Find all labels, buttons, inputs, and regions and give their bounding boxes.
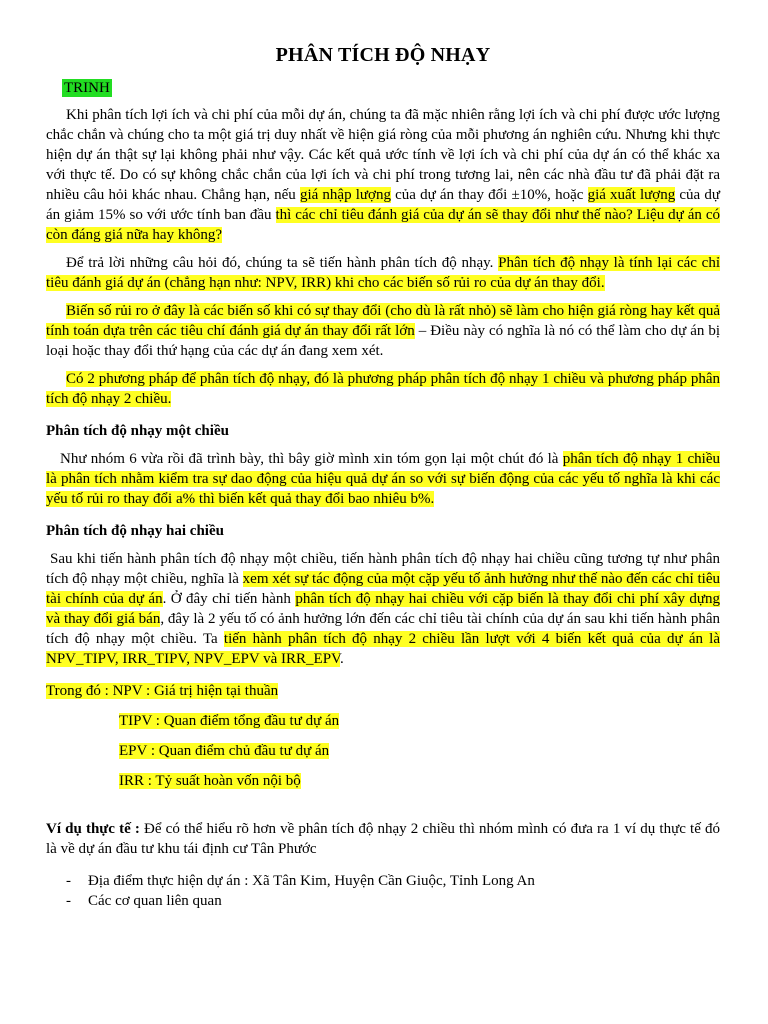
highlight-run: xem xét sự tác động của một cặp yếu tố ảnh hưởng như thế nào đến các chỉ tiêu tài chính của dự án (46, 571, 720, 607)
definition-row (46, 771, 720, 791)
definition-tipv: TIPV : Quan điểm tổng đầu tư dự án (119, 713, 340, 729)
highlight-run: phân tích độ nhạy 1 chiều là phân tích nhằm kiểm tra sự dao động của hiệu quả dự án so với sự biến động của các yếu tố nghĩa là khi các yếu tố rủi ro thay đổi a% thì biến kết quả thay đổi bao nhiêu b%. (46, 451, 720, 507)
definition-irr: IRR : Tỷ suất hoàn vốn nội bộ (119, 773, 301, 789)
paragraph-methods (46, 369, 720, 409)
text-run: Như nhóm 6 vừa rồi đã trình bày, thì bây giờ mình xin tóm gọn lại một chút đó là (60, 451, 563, 467)
document-title: PHÂN TÍCH ĐỘ NHẠY (275, 44, 491, 66)
definition-row (46, 741, 720, 761)
paragraph-one-way (46, 449, 720, 509)
bullet-marker: - (66, 873, 71, 889)
definition-row (46, 711, 720, 731)
text-run: , đây là 2 yếu tố có ảnh hưởng lớn đến các chỉ tiêu tài chính của dự án sau khi tiến hành phân tích độ nhạy một chiều. Ta (46, 611, 720, 647)
highlight-run (46, 683, 278, 699)
list-item (46, 891, 720, 911)
definition-epv: EPV : Quan điểm chủ đầu tư dự án (119, 743, 330, 759)
text-run: của dự án giảm 15% so với ước tính ban đầu (46, 187, 720, 223)
heading-one-way: Phân tích độ nhạy một chiều (46, 423, 229, 439)
text-run: . (339, 651, 344, 667)
definition-npv: NPV : Giá trị hiện tại thuần (112, 683, 279, 699)
heading-two-way: Phân tích độ nhạy hai chiều (46, 523, 224, 539)
text-run: Khi phân tích lợi ích và chi phí của mỗi dự án, chúng ta đã mặc nhiên rằng lợi ích và chi phí được ước lượng chắc chắn và chúng cho ta một giá trị duy nhất về hiện giá ròng của mỗi phương án nghiên cứu. Nhưng khi thực hiện dự án thật sự lại không phải như vậy. Các kết quả ước tính về lợi ích và chi phí của dự án có thể khác xa với thực tế. Do có sự không chắc chắn của lợi ích và chi phí trong tương lai, nên các nhà đầu tư đã phải đặt ra nhiều câu hỏi khác nhau. Chẳng hạn, nếu (46, 107, 720, 203)
text-run: – Điều này có nghĩa là nó có thể làm cho dự án bị loại hoặc thay đổi thứ hạng của các dự án đang xem xét. (46, 323, 720, 359)
text-run: Sau khi tiến hành phân tích độ nhạy một chiều, tiến hành phân tích độ nhạy hai chiều cũng tương tự như phân tích độ nhạy một chiều, nghĩa là (46, 551, 720, 587)
paragraph-risk-variables (46, 301, 720, 361)
author-tag: TRINH (64, 80, 110, 96)
definition-row (46, 681, 720, 701)
highlight-run: phân tích độ nhạy hai chiều với cặp biến là thay đổi chi phí xây dựng và thay đổi giá bán (46, 591, 721, 627)
highlight-run: thì các chỉ tiêu đánh giá của dự án sẽ thay đổi như thế nào? Liệu dự án có còn đáng giá nữa hay không? (46, 207, 720, 243)
highlight-run: Phân tích độ nhạy là tính lại các chỉ tiêu đánh giá dự án (chẳng hạn như: NPV, IRR) khi cho các biến số rủi ro của dự án thay đổi. (46, 255, 721, 291)
text-run: Để trả lời những câu hỏi đó, chúng ta sẽ tiến hành phân tích độ nhạy. (66, 255, 499, 271)
list-item (46, 871, 720, 891)
paragraph-definition (46, 253, 720, 293)
paragraph-example (46, 819, 720, 859)
list-item-text: Địa điểm thực hiện dự án : Xã Tân Kim, Huyện Cần Giuộc, Tỉnh Long An (88, 873, 535, 889)
text-run: của dự án thay đổi ±10%, hoặc (390, 187, 588, 203)
text-run: Để có thể hiểu rõ hơn về phân tích độ nhạy 2 chiều thì nhóm mình có đưa ra 1 ví dụ thực tế đó là về dự án đầu tư khu tái định cư Tân Phước (46, 821, 720, 857)
paragraph-two-way (46, 549, 720, 669)
highlight-run: tiến hành phân tích độ nhạy 2 chiều lần lượt với 4 biến kết quả của dự án là NPV_TIPV, IRR_TIPV, NPV_EPV và IRR_EPV (46, 631, 720, 667)
example-label: Ví dụ thực tế : (46, 821, 140, 837)
bullet-list (46, 871, 720, 911)
highlight-run: Có 2 phương pháp để phân tích độ nhạy, đó là phương pháp phân tích độ nhạy 1 chiều và phương pháp phân tích độ nhạy 2 chiều. (46, 371, 720, 407)
list-item-text: Các cơ quan liên quan (88, 893, 222, 909)
highlight-run: giá nhập lượng (299, 187, 391, 203)
highlight-run: Biến số rủi ro ở đây là các biến số khi có sự thay đổi (cho dù là rất nhỏ) sẽ làm cho hiện giá ròng hay kết quả tính toán dựa trên các tiêu chí đánh giá dự án thay đổi rất lớn (46, 303, 720, 339)
definitions-lead: Trong đó : (46, 683, 113, 699)
paragraph-intro (46, 105, 720, 245)
text-run: . Ở đây chỉ tiến hành (162, 591, 296, 607)
author-tag-row (46, 79, 720, 97)
highlight-run: giá xuất lượng (587, 187, 676, 203)
bullet-marker: - (66, 893, 71, 909)
